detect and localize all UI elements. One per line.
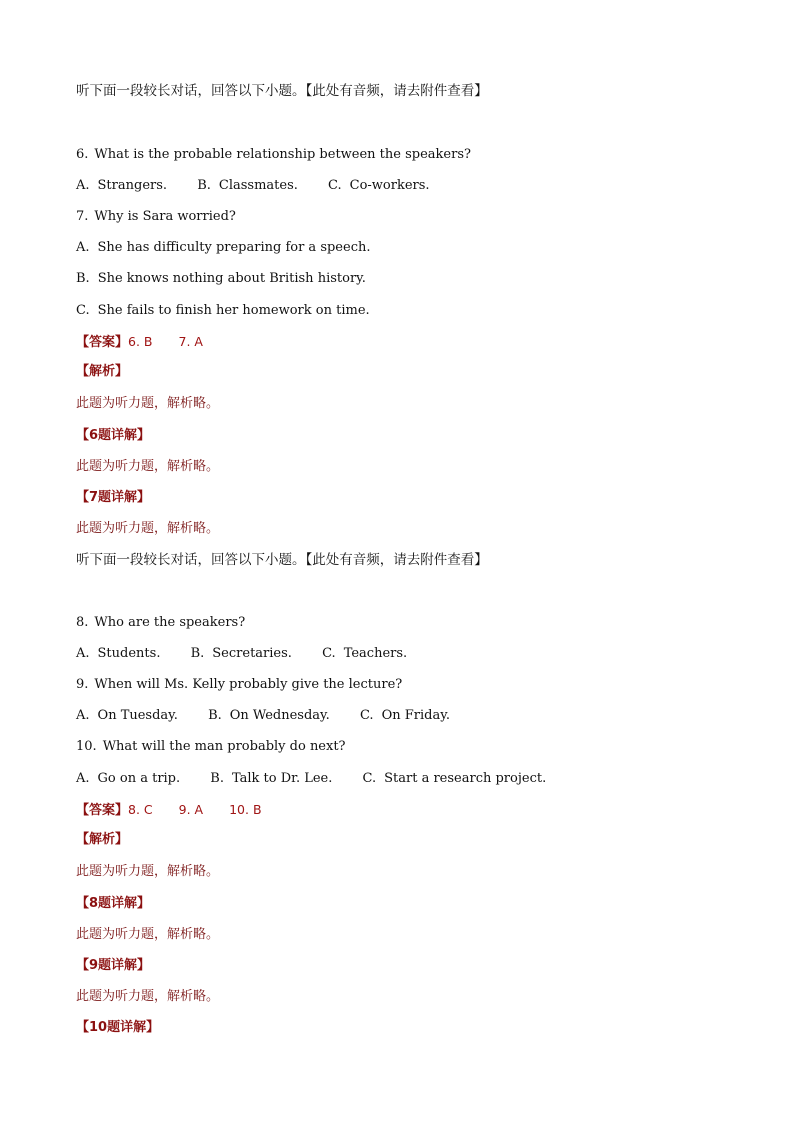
option-a: A. She has difficulty preparing for a speech. [76,240,371,255]
detail-7-label: 【7题详解】 [76,490,151,505]
question-9-options [76,707,450,725]
answer-line [76,333,203,352]
option-b: B. Classmates. [197,178,298,193]
question-text: What will the man probably do next? [102,739,346,754]
question-text: Who are the speakers? [94,615,246,630]
answer-8: 8. C [128,802,153,817]
question-number: 9. [76,677,89,692]
answer-9: 9. A [178,802,204,817]
analysis-label: 【解析】 [76,832,129,847]
answer-line [76,801,262,820]
answer-10: 10. B [229,802,262,817]
answer-label: 【答案】 [76,803,129,818]
listening-intro: 听下面一段较长对话，回答以下小题。【此处有音频，请去附件查看】 [76,83,488,99]
question-number: 10. [76,739,97,754]
option-a: A. Strangers. [76,178,168,193]
question-6 [76,146,471,164]
question-8-options [76,645,407,663]
option-c: C. Teachers. [322,646,408,661]
question-7 [76,208,236,226]
option-b: B. Talk to Dr. Lee. [210,771,333,786]
analysis-text: 此题为听力题，解析略。 [76,396,220,411]
option-b: B. Secretaries. [190,646,292,661]
option-c: C. She fails to finish her homework on time. [76,303,370,318]
question-8 [76,614,245,632]
question-6-options [76,177,430,195]
detail-10-label: 【10题详解】 [76,1020,160,1035]
option-c: C. On Friday. [359,708,450,723]
option-b: B. She knows nothing about British history. [76,271,366,286]
question-10-options [76,770,546,788]
listening-intro: 听下面一段较长对话，回答以下小题。【此处有音频，请去附件查看】 [76,552,488,568]
option-c: C. Co-workers. [328,178,430,193]
option-a: A. Students. [76,646,161,661]
question-10 [76,738,346,756]
question-number: 6. [76,147,89,162]
answer-label: 【答案】 [76,335,129,350]
answer-6: 6. B [128,334,153,349]
analysis-text: 此题为听力题，解析略。 [76,864,220,879]
option-c: C. Start a research project. [362,771,547,786]
question-9 [76,676,402,694]
question-text: What is the probable relationship between the speakers? [94,147,471,162]
question-text: Why is Sara worried? [94,209,236,224]
option-a: A. On Tuesday. [76,708,178,723]
option-a: A. Go on a trip. [76,771,181,786]
option-b: B. On Wednesday. [208,708,330,723]
detail-8-text: 此题为听力题，解析略。 [76,927,220,942]
question-number: 7. [76,209,89,224]
detail-9-text: 此题为听力题，解析略。 [76,989,220,1004]
detail-6-text: 此题为听力题，解析略。 [76,459,220,474]
detail-8-label: 【8题详解】 [76,896,151,911]
detail-6-label: 【6题详解】 [76,428,151,443]
analysis-label: 【解析】 [76,364,129,379]
answer-7: 7. A [178,334,203,349]
question-text: When will Ms. Kelly probably give the lecture? [94,677,403,692]
detail-9-label: 【9题详解】 [76,958,151,973]
detail-7-text: 此题为听力题，解析略。 [76,521,220,536]
question-number: 8. [76,615,89,630]
